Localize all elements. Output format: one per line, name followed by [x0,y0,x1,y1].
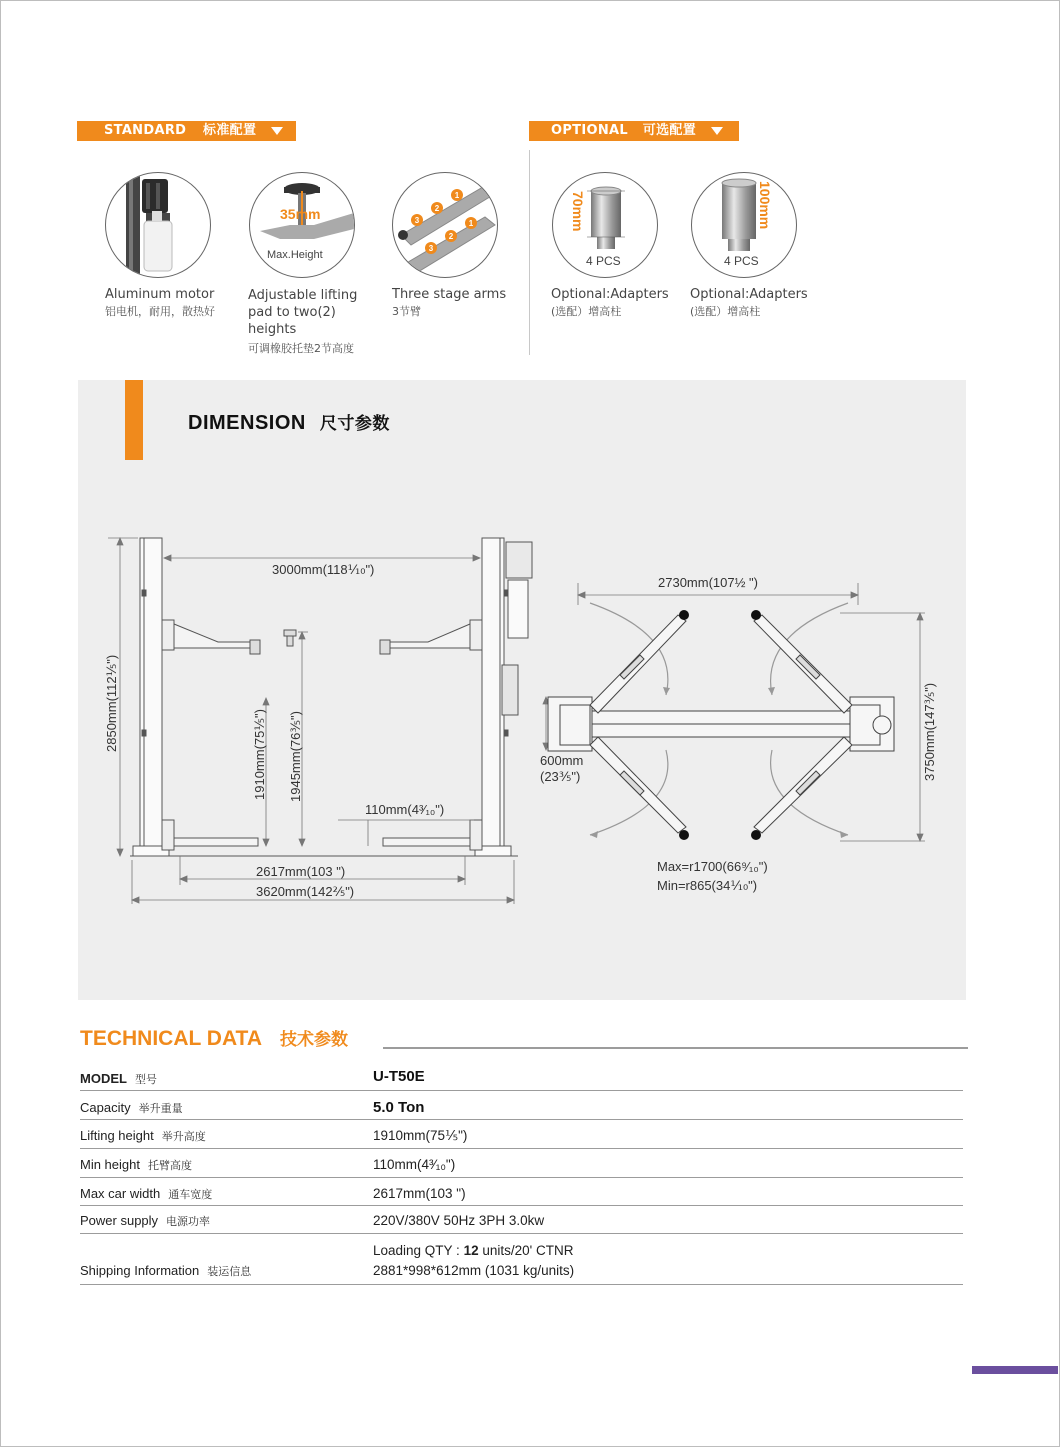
arm-span-label: 2730mm(107½ ") [658,575,758,590]
feature-adapter-70mm [551,286,686,320]
feature-label: Aluminum motor [105,287,215,302]
feature-label: Optional:Adapters [551,287,669,302]
spec-value-line2: 2881*998*612mm (1031 kg/units) [373,1263,575,1278]
dimension-title-cn: 尺寸参数 [319,414,390,433]
drive-through-width-label: 2617mm(103 ") [256,864,346,879]
min-height-label: 110mm(4³⁄₁₀") [365,802,445,817]
spec-value: 1910mm(75⅕") [373,1128,468,1143]
spec-value: 220V/380V 50Hz 3PH 3.0kw [373,1213,545,1228]
technical-title-cn: 技术参数 [280,1030,348,1049]
motor-image [105,172,211,278]
max-radius-label: Max=r1700(66⁹⁄₁₀") [657,859,768,874]
adapter-100mm-qty: 4 PCS [724,254,759,268]
pad-height-label: 35mm [280,206,321,222]
spec-value-line1 [373,1243,573,1258]
overall-height-label: 2850mm(112⅕") [104,654,119,752]
technical-title-rule [383,1047,968,1049]
feature-label: Optional:Adapters [690,287,808,302]
spec-key-cn: 通车宽度 [168,1189,213,1201]
stage-three-label: 3 [428,244,434,253]
width-between-columns-label: 3000mm(118⅒") [272,562,375,577]
spec-value: 2617mm(103 ") [373,1186,466,1201]
spec-key [80,1128,206,1144]
spec-key [80,1263,251,1279]
adapter-100mm-size: 100mm [757,181,773,230]
spec-key-en: Min height [80,1157,140,1172]
technical-title-en: TECHNICAL DATA [80,1027,262,1050]
min-radius-label: Min=r865(34⅒") [657,878,758,893]
optional-tag [529,121,739,141]
spec-value: U-T50E [373,1068,425,1085]
front-view-drawing [78,520,548,920]
spec-value: 5.0 Ton [373,1099,425,1116]
spec-key-cn: 托臂高度 [147,1160,192,1172]
spec-key [80,1100,183,1116]
adapter-70mm-size: 70mm [570,191,586,232]
adapter-100mm-image [691,172,797,278]
feature-label-cn: (选配）增高柱 [551,305,622,318]
top-view-drawing [530,565,950,900]
standard-tag-en: STANDARD [104,123,187,138]
adapter-70mm-image [552,172,658,278]
spec-key-en: Capacity [80,1100,131,1115]
spec-key-en: Power supply [80,1213,159,1228]
feature-label-cn: 3节臂 [392,305,421,318]
stage-two-label: 2 [434,204,440,213]
loading-qty-suffix: units/20' CTNR [478,1243,574,1258]
spec-key [80,1186,212,1202]
spec-key [80,1213,210,1229]
pad-height-caption: Max.Height [267,249,323,261]
adapter-70mm-qty: 4 PCS [586,254,621,268]
spec-row-shipping [80,1233,963,1285]
feature-label-cn: 铝电机，耐用，散热好 [105,305,215,318]
footer-accent-bar [972,1366,1058,1374]
spec-key-en: Shipping Information [80,1263,200,1278]
base-width-label: 600mm [540,753,584,768]
technical-data-title [80,1025,348,1051]
spec-row-capacity [80,1090,963,1120]
spec-key-en: Lifting height [80,1128,154,1143]
feature-label: Adjustable lifting pad to two(2) heights [248,288,358,337]
spec-value: 110mm(4³⁄₁₀") [373,1157,456,1172]
feature-label-cn: (选配）增高柱 [690,305,761,318]
feature-adjustable-pad [248,287,373,357]
overall-width-label: 3620mm(142⅖") [256,884,355,899]
stage-one-label: 1 [468,219,474,228]
lifting-height-label: 1910mm(75⅕") [252,709,267,800]
feature-label: Three stage arms [392,287,507,302]
dimension-title-en: DIMENSION [188,412,306,434]
base-width-inches-label: (23⅗") [540,769,581,784]
feature-label-cn: 可调橡胶托垫2节高度 [248,342,354,355]
standard-tag-cn: 标准配置 [203,123,257,138]
spec-row-power-supply [80,1205,963,1234]
optional-tag-cn: 可选配置 [642,123,696,138]
spec-key [80,1157,192,1173]
loading-qty-number: 12 [463,1243,479,1258]
spec-key-cn: 装运信息 [207,1266,252,1278]
three-stage-arms-image [392,172,498,278]
spec-key [80,1071,157,1087]
optional-tag-en: OPTIONAL [551,123,628,138]
stage-two-label: 2 [448,232,454,241]
spec-key-en: Max car width [80,1186,161,1201]
feature-adapter-100mm [690,286,825,320]
spec-row-lifting-height [80,1119,963,1149]
depth-label: 3750mm(147⅗") [922,682,937,781]
feature-three-stage-arms [392,286,527,320]
triangle-down-icon [711,127,723,135]
spec-key-cn: 型号 [134,1074,157,1086]
spec-key-cn: 电源功率 [166,1216,211,1228]
spec-row-model [80,1064,963,1091]
dimension-title [188,409,390,435]
loading-qty-prefix: Loading QTY : [373,1243,464,1258]
feature-aluminum-motor [105,286,245,320]
spec-key-cn: 举升高度 [161,1131,206,1143]
standard-tag [77,121,296,141]
spec-row-min-height [80,1148,963,1178]
section-divider [529,150,530,355]
lifting-pad-image [249,172,355,278]
spec-row-max-car-width [80,1177,963,1206]
spec-key-en: MODEL [80,1071,127,1086]
triangle-down-icon [271,127,283,135]
stage-three-label: 3 [414,216,420,225]
stage-one-label: 1 [454,191,460,200]
dimension-accent-bar [125,380,143,460]
max-pad-height-label: 1945mm(76⅗") [288,711,303,802]
spec-key-cn: 举升重量 [138,1103,183,1115]
